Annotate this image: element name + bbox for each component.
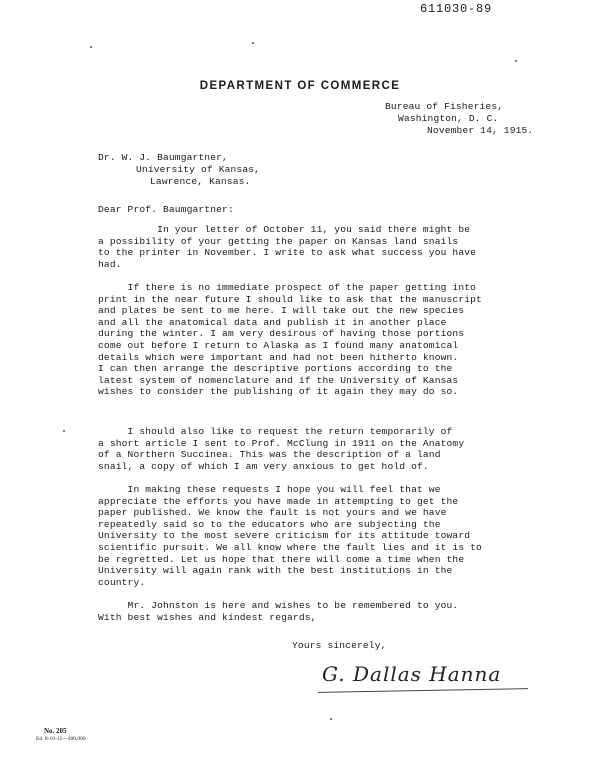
salutation: Dear Prof. Baumgartner: [98,204,234,215]
paragraph-line: be regretted. Let us hope that there will come a time when the [98,553,465,565]
signature-flourish [318,688,528,693]
paragraph-5 [98,600,458,623]
closing: Yours sincerely, [292,640,387,651]
paragraph-line: wishes to consider the publishing of it again they may do so. [98,386,459,398]
paragraph-line: In your letter of October 11, you said there might be [98,224,471,235]
paragraph-line: of a Northern Succinea. This was the description of a land [98,449,441,461]
form-edition: Ed. 8-10-15—300,000 [36,736,86,742]
paragraph-line: Mr. Johnston is here and wishes to be remembered to you. [98,600,459,611]
paragraph-line: scientific pursuit. We all know where the fault lies and it is to [98,541,482,553]
paragraph-line: I should also like to request the return temporarily of [98,426,453,437]
scan-speck [515,60,517,62]
paragraph-4 [98,484,482,588]
paragraph-line: a short article I sent to Prof. McClung in 1911 on the Anatomy [98,437,465,449]
paragraph-line: University will again rank with the best institutions in the [98,565,453,577]
recipient-institution: University of Kansas, [136,164,261,175]
paragraph-2 [98,282,482,398]
paragraph-line: come out before I return to Alaska as I found many anatomical [98,339,459,351]
paragraph-line: With best wishes and kindest regards, [98,611,317,623]
paragraph-line: I can then arrange the descriptive portions according to the [98,363,453,375]
scan-speck [252,42,254,44]
paragraph-line: and plates be sent to me here. I will take out the new species [98,305,465,317]
paragraph-line: paper published. We know the fault is not yours and we have [98,507,447,519]
scan-speck [330,718,332,720]
form-number: No. 205 [44,727,67,735]
recipient-name: Dr. W. J. Baumgartner, [98,152,228,163]
paragraph-line: details which were important and had not been hitherto known. [98,351,459,363]
scan-speck [63,430,65,432]
sender-city: Washington, D. C. [398,113,499,124]
paragraph-line: If there is no immediate prospect of the paper getting into [98,282,477,293]
paragraph-line: a possibility of your getting the paper on Kansas land snails [98,235,459,247]
paragraph-line: to the printer in November. I write to ask what success you have [98,247,477,259]
letterhead-department: DEPARTMENT OF COMMERCE [199,80,401,92]
letter-date: November 14, 1915. [427,125,534,136]
paragraph-line: latest system of nomenclature and if the University of Kansas [98,374,459,386]
sender-bureau: Bureau of Fisheries, [385,101,504,112]
paragraph-3 [98,426,464,472]
recipient-city: Lawrence, Kansas. [150,176,251,187]
paragraph-line: University to the most severe criticism for its attitude toward [98,530,471,542]
handwritten-signature: G. Dallas Hanna [322,662,502,686]
paragraph-1 [98,224,476,270]
paragraph-line: appreciate the efforts you have made in attempting to get the [98,495,459,507]
paragraph-line: and all the anatomical data and publish it in another place [98,316,447,328]
paragraph-line: In making these requests I hope you will feel that we [98,484,441,495]
paragraph-line: had. [98,258,122,270]
paragraph-line: snail, a copy of which I am very anxious to get hold of. [98,460,429,472]
scan-speck [90,46,92,48]
paragraph-line: print in the near future I should like to ask that the manuscript [98,293,482,305]
paragraph-line: repeatedly said so to the educators who are subjecting the [98,518,441,530]
paragraph-line: during the winter. I am very desirous of having those portions [98,328,465,340]
document-id-stamp: 611030-89 [420,2,493,16]
paragraph-line: country. [98,576,146,588]
